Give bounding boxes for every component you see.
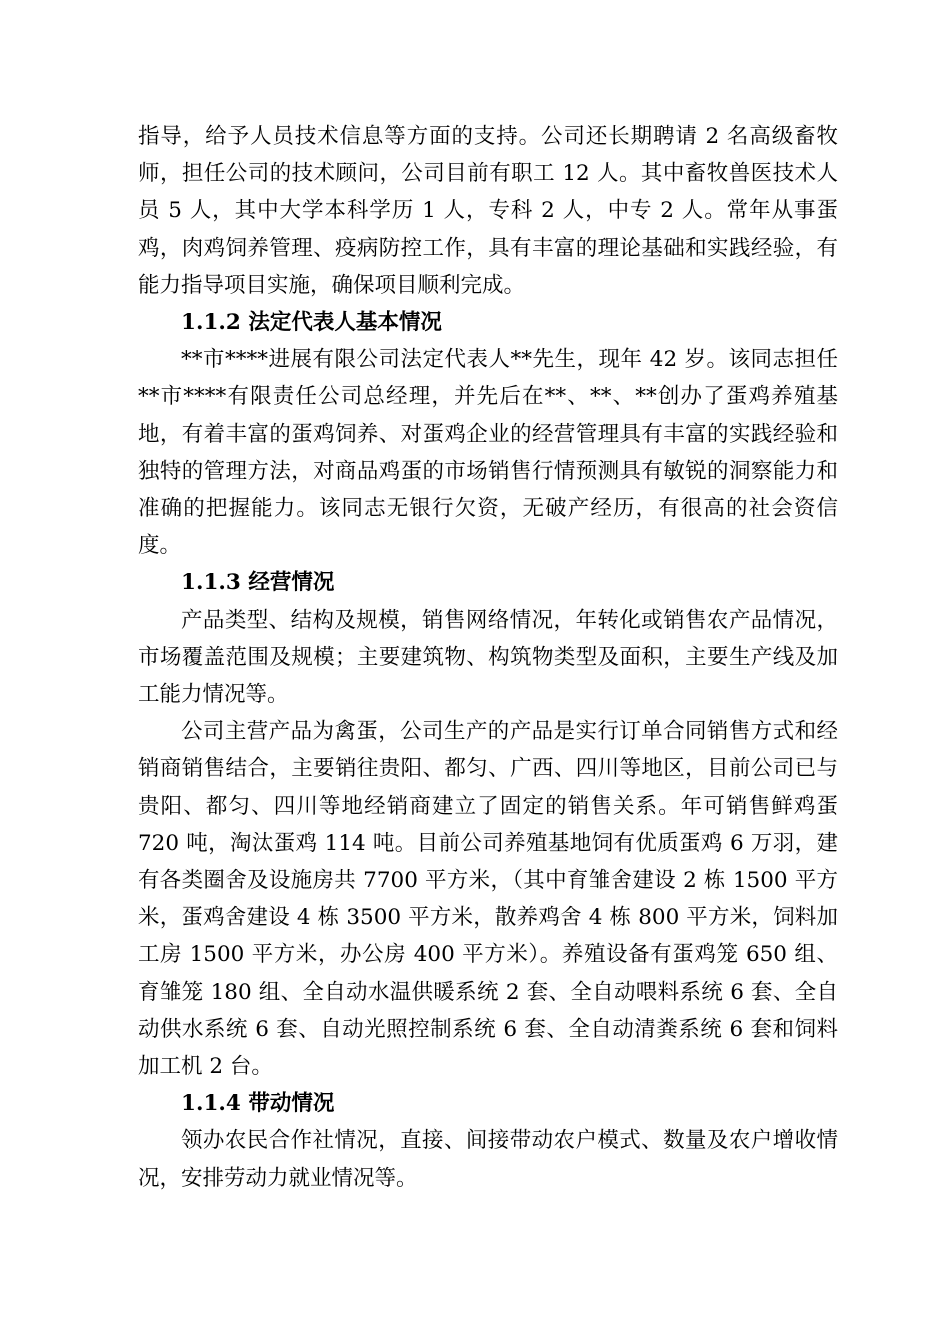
heading-driving-effect: 1.1.4 带动情况 xyxy=(181,1091,335,1117)
paragraph-operations-detail: 公司主营产品为禽蛋，公司生产的产品是实行订单合同销售方式和经销商销售结合，主要销往贵阳、都匀、广西、四川等地区，目前公司已与贵阳、都匀、四川等地经销商建立了固定的销售关系。年可销售鲜鸡蛋 720 吨，淘汰蛋鸡 114 吨。目前公司养殖基地饲有优质蛋鸡 6 万羽，建有各类圈舍及设施房共 7700 平方米，（其中育雏舍建设 2 栋 1500 平方米，蛋鸡舍建设 4 栋 3500 平方米，散养鸡舍 4 栋 800 平方米，饲料加工房 1500 平方米，办公房 400 平方米）。养殖设备有蛋鸡笼 650 组、育雏笼 180 组、全自动水温供暖系统 2 套、全自动喂料系统 6 套、全自动供水系统 6 套、自动光照控制系统 6 套、全自动清粪系统 6 套和饲料加工机 2 台。 xyxy=(138,719,838,1080)
paragraph-driving-effect: 领办农民合作社情况，直接、间接带动农户模式、数量及农户增收情况，安排劳动力就业情况等。 xyxy=(138,1128,838,1191)
heading-legal-representative: 1.1.2 法定代表人基本情况 xyxy=(181,310,442,336)
paragraph-operations-scope: 产品类型、结构及规模，销售网络情况，年转化或销售农产品情况，市场覆盖范围及规模；主要建筑物、构筑物类型及面积，主要生产线及加工能力情况等。 xyxy=(138,607,838,708)
paragraph-legal-representative: **市****进展有限公司法定代表人**先生，现年 42 岁。该同志担任**市****有限责任公司总经理，并先后在**、**、**创办了蛋鸡养殖基地，有着丰富的蛋鸡饲养、对蛋鸡企业的经营管理具有丰富的实践经验和独特的管理方法，对商品鸡蛋的市场销售行情预测具有敏锐的洞察能力和准确的把握能力。该同志无银行欠资，无破产经历，有很高的社会资信度。 xyxy=(138,347,838,559)
document-page xyxy=(138,118,838,1197)
paragraph-staff: 指导，给予人员技术信息等方面的支持。公司还长期聘请 2 名高级畜牧师，担任公司的技术顾问，公司目前有职工 12 人。其中畜牧兽医技术人员 5 人，其中大学本科学历 1 人，专科 2 人，中专 2 人。常年从事蛋鸡，肉鸡饲养管理、疫病防控工作，具有丰富的理论基础和实践经验，有能力指导项目实施，确保项目顺利完成。 xyxy=(138,124,838,298)
heading-operations: 1.1.3 经营情况 xyxy=(181,570,335,596)
